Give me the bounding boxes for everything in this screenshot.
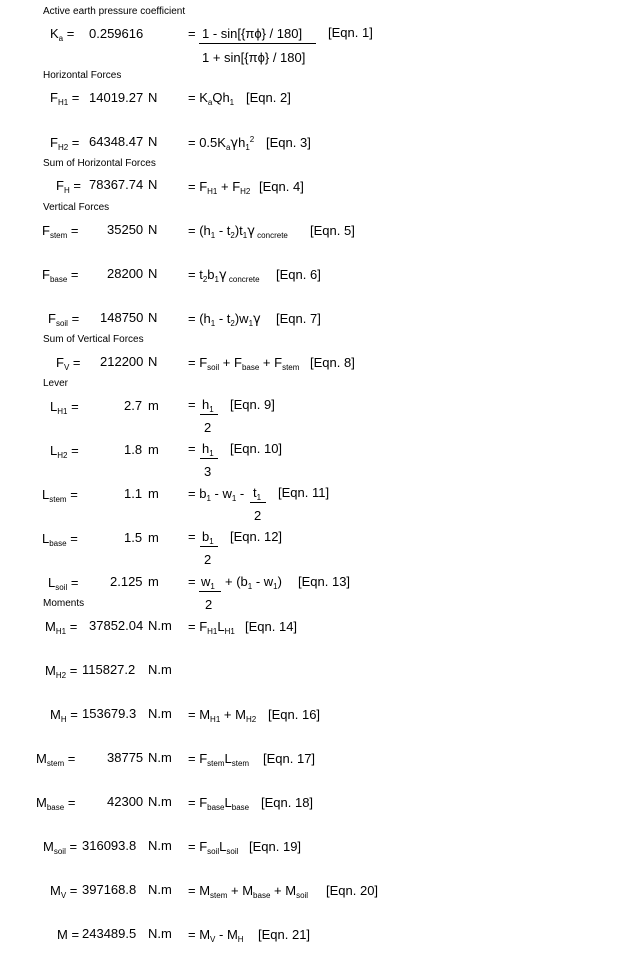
lstem-eqn-ref: [Eqn. 11] (278, 485, 330, 500)
lsoil-unit: m (148, 574, 159, 589)
lbase-value: 1.5 (124, 530, 143, 545)
msoil-formula: = $F_{soil}L_{soil}$ (188, 839, 239, 856)
fh2-label: $F_{H2}$ = (50, 135, 80, 152)
fbase-eqn-ref: [Eqn. 6] (276, 267, 321, 282)
m-formula: = $M_V - M_H$ (188, 927, 244, 944)
msoil-eqn-ref: [Eqn. 19] (249, 839, 302, 854)
mh1-formula: = $F_{H1}L_{H1}$ (188, 619, 235, 636)
fstem-eqn-ref: [Eqn. 5] (310, 223, 355, 238)
fbase-formula: = $t_2b_1\gamma$ $_{concrete}$ (188, 267, 260, 284)
fh-formula: = $F_{H1} + F_{H2}$ (188, 179, 251, 196)
lsoil-eqn-ref: [Eqn. 13] (298, 574, 351, 589)
header-moments: Moments (43, 598, 85, 609)
mstem-label: $M_{stem}$ = (36, 751, 76, 768)
mh1-eqn-ref: [Eqn. 14] (245, 619, 298, 634)
mh2-value: 115827.2 (82, 662, 136, 677)
fsoil-unit: N (148, 310, 158, 325)
mh1-label: $M_{H1}$ = (45, 619, 78, 636)
mstem-formula: = $F_{stem}L_{stem}$ (188, 751, 250, 768)
lh1-equals: = (188, 397, 196, 412)
fv-unit: N (148, 354, 158, 369)
fh-label: $F_H$ = (56, 178, 81, 195)
lbase-denominator: 2 (204, 552, 212, 567)
fsoil-eqn-ref: [Eqn. 7] (276, 311, 321, 326)
lsoil-denominator: 2 (205, 597, 213, 612)
lh2-value: 1.8 (124, 442, 143, 457)
lh1-value: 2.7 (124, 398, 143, 413)
ka-formula-denominator: 1 + sin[{πϕ} / 180] (202, 50, 306, 65)
lh2-eqn-ref: [Eqn. 10] (230, 441, 283, 456)
lh2-fraction-bar (200, 458, 218, 459)
lstem-fraction-bar (250, 502, 266, 503)
mbase-value: 42300 (107, 794, 144, 809)
header-lever: Lever (43, 378, 69, 389)
mv-value: 397168.8 (82, 882, 137, 897)
fv-eqn-ref: [Eqn. 8] (310, 355, 355, 370)
mbase-formula: = $F_{base}L_{base}$ (188, 795, 250, 812)
fstem-unit: N (148, 222, 158, 237)
ka-equals: = (188, 26, 196, 41)
lsoil-equals: = (188, 574, 196, 589)
mh-unit: N.m (148, 706, 172, 721)
msoil-value: 316093.8 (82, 838, 137, 853)
lbase-eqn-ref: [Eqn. 12] (230, 529, 283, 544)
ka-eqn-ref: [Eqn. 1] (328, 25, 373, 40)
ka-formula-numerator: 1 - sin[{πϕ} / 180] (202, 26, 303, 41)
lh1-unit: m (148, 398, 159, 413)
fv-formula: = $F_{soil} + F_{base} + F_{stem}$ (188, 355, 300, 372)
lstem-numerator: $t_1$ (253, 485, 262, 502)
lstem-unit: m (148, 486, 159, 501)
fbase-unit: N (148, 266, 158, 281)
ka-value: 0.259616 (89, 26, 144, 41)
mh2-label: $M_{H2}$ = (45, 663, 78, 680)
lsoil-value: 2.125 (110, 574, 143, 589)
lbase-label: $L_{base}$ = (42, 531, 78, 548)
mbase-eqn-ref: [Eqn. 18] (261, 795, 314, 810)
lsoil-numerator: $w_1$ (201, 574, 215, 591)
fh1-eqn-ref: [Eqn. 2] (246, 90, 291, 105)
mbase-unit: N.m (148, 794, 172, 809)
mv-eqn-ref: [Eqn. 20] (326, 883, 379, 898)
header-horizontal-forces: Horizontal Forces (43, 70, 122, 81)
fh1-unit: N (148, 90, 158, 105)
fh-eqn-ref: [Eqn. 4] (259, 179, 304, 194)
header-sum-vertical: Sum of Vertical Forces (43, 334, 144, 345)
mh-label: $M_H$ = (50, 707, 78, 724)
mh-eqn-ref: [Eqn. 16] (268, 707, 321, 722)
header-active-earth: Active earth pressure coefficient (43, 6, 186, 17)
lh1-eqn-ref: [Eqn. 9] (230, 397, 275, 412)
fh-unit: N (148, 177, 158, 192)
fh2-value: 64348.47 (89, 134, 144, 149)
fh-value: 78367.74 (89, 177, 144, 192)
m-label: M = (57, 927, 80, 942)
fh1-formula: = $K_aQh_1$ (188, 90, 235, 107)
header-sum-horizontal: Sum of Horizontal Forces (43, 158, 156, 169)
lstem-label: $L_{stem}$ = (42, 487, 78, 504)
fstem-formula: = $(h_1 - t_2)t_1\gamma$ $_{concrete}$ (188, 223, 288, 240)
lh1-fraction-bar (200, 414, 218, 415)
msoil-unit: N.m (148, 838, 172, 853)
mh-value: 153679.3 (82, 706, 137, 721)
ka-fraction-bar (199, 43, 316, 44)
m-value: 243489.5 (82, 926, 137, 941)
lh1-denominator: 2 (204, 420, 212, 435)
fsoil-value: 148750 (100, 310, 144, 325)
lh2-unit: m (148, 442, 159, 457)
lh2-label: $L_{H2}$ = (50, 443, 79, 460)
lh1-numerator: $h_1$ (202, 397, 214, 414)
fh1-value: 14019.27 (89, 90, 144, 105)
m-eqn-ref: [Eqn. 21] (258, 927, 311, 942)
mv-formula: = $M_{stem} + M_{base} + M_{soil}$ (188, 883, 309, 900)
fstem-value: 35250 (107, 222, 144, 237)
ka-label: $K_a$ = (50, 26, 75, 43)
mh-formula: = $M_{H1} + M_{H2}$ (188, 707, 257, 724)
fsoil-label: $F_{soil}$ = (48, 311, 80, 328)
lbase-fraction-bar (200, 546, 218, 547)
lstem-value: 1.1 (124, 486, 143, 501)
lsoil-fraction-bar (199, 591, 221, 592)
fbase-value: 28200 (107, 266, 144, 281)
mh2-unit: N.m (148, 662, 172, 677)
mv-unit: N.m (148, 882, 172, 897)
mstem-value: 38775 (107, 750, 144, 765)
fh2-unit: N (148, 134, 158, 149)
fh1-label: $F_{H1}$ = (50, 90, 80, 107)
fsoil-formula: = $(h_1 - t_2)w_1\gamma$ (188, 311, 261, 328)
lbase-equals: = (188, 529, 196, 544)
mh1-unit: N.m (148, 618, 172, 633)
lh1-label: $L_{H1}$ = (50, 399, 79, 416)
lbase-numerator: $b_1$ (202, 529, 214, 546)
lstem-formula: = $b_1 - w_1$ - (188, 486, 245, 503)
m-unit: N.m (148, 926, 172, 941)
fv-value: 212200 (100, 354, 144, 369)
lsoil-label: $L_{soil}$ = (48, 575, 79, 592)
lh2-denominator: 3 (204, 464, 212, 479)
fbase-label: $F_{base}$ = (42, 267, 79, 284)
fstem-label: $F_{stem}$ = (42, 223, 79, 240)
mbase-label: $M_{base}$ = (36, 795, 76, 812)
fv-label: $F_V$ = (56, 355, 81, 372)
mstem-eqn-ref: [Eqn. 17] (263, 751, 316, 766)
lstem-denominator: 2 (254, 508, 262, 523)
lh2-equals: = (188, 441, 196, 456)
mstem-unit: N.m (148, 750, 172, 765)
mv-label: $M_V$ = (50, 883, 78, 900)
lsoil-formula-rest: + $(b_1 - w_1)$ (225, 574, 282, 591)
lh2-numerator: $h_1$ (202, 441, 214, 458)
fh2-formula: = $0.5K_a\gamma h_1^2$ (188, 135, 255, 152)
header-vertical-forces: Vertical Forces (43, 202, 110, 213)
fh2-eqn-ref: [Eqn. 3] (266, 135, 311, 150)
mh1-value: 37852.04 (89, 618, 144, 633)
msoil-label: $M_{soil}$ = (43, 839, 78, 856)
lbase-unit: m (148, 530, 159, 545)
